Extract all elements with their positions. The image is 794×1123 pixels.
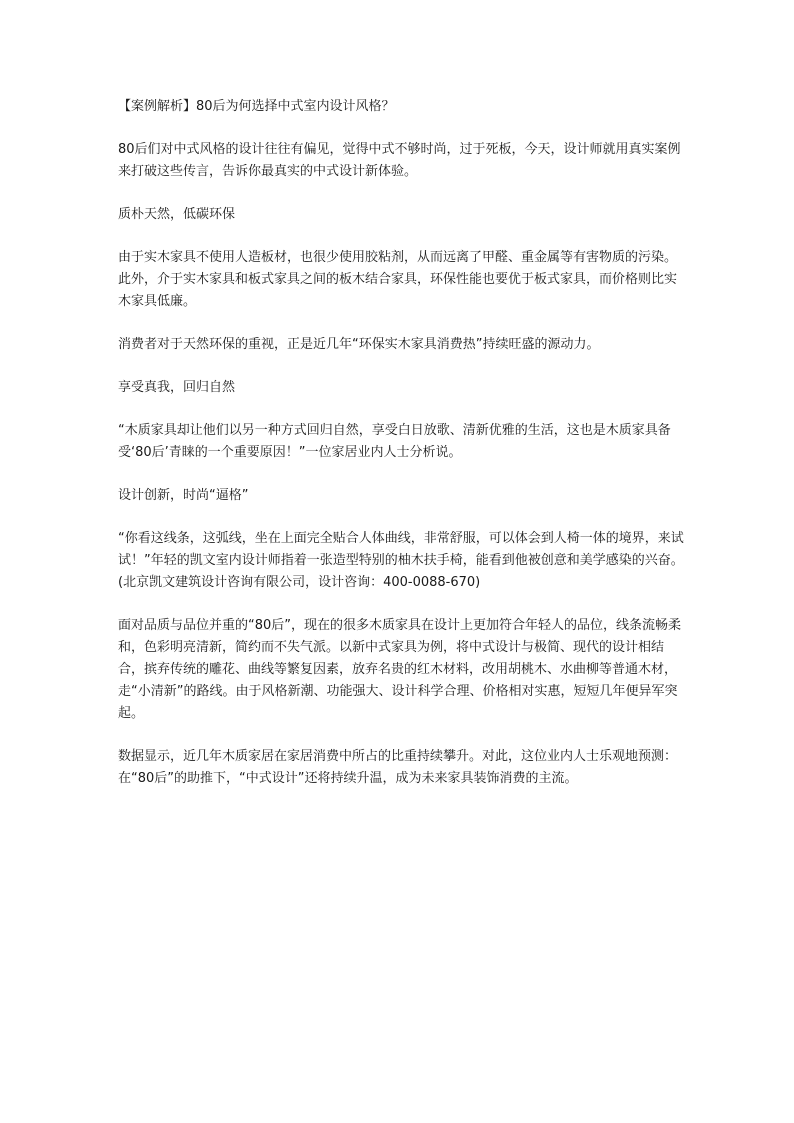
paragraph-eco-demand: 消费者对于天然环保的重视，正是近几年“环保实木家具消费热”持续旺盛的源动力。 xyxy=(118,337,600,352)
closing-paragraph: 数据显示，近几年木质家居在家居消费中所占的比重持续攀升。对此，这位业内人士乐观地预测：在“80后”的助推下，“中式设计”还将持续升温，成为未来家具装饰消费的主流。 xyxy=(118,749,678,786)
intro-paragraph: 80后们对中式风格的设计往往有偏见，觉得中式不够时尚，过于死板，今天，设计师就用真实案例来打破这些传言，告诉你最真实的中式设计新体验。 xyxy=(118,142,681,179)
article-title: 【案例解析】80后为何选择中式室内设计风格？ xyxy=(118,99,395,114)
document-body xyxy=(118,96,684,790)
section-heading-return-nature: 享受真我，回归自然 xyxy=(118,380,236,395)
section-heading-natural: 质朴天然，低碳环保 xyxy=(118,207,236,222)
paragraph-industry-quote: “木质家具却让他们以另一种方式回归自然，享受白日放歌、清新优雅的生活，这也是木质家具备受‘80后’青睐的一个重要原因！”一位家居业内人士分析说。 xyxy=(118,423,671,460)
paragraph-new-chinese-style: 面对品质与品位并重的“80后”，现在的很多木质家具在设计上更加符合年轻人的品位，线条流畅柔和，色彩明亮清新，简约而不失气派。以新中式家具为例，将中式设计与极简、现代的设计相结合，摈弃传统的雕花、曲线等繁复因素，放弃名贵的红木材料，改用胡桃木、水曲柳等普通木材，走“小清新”的路线。由于风格新潮、功能强大、设计科学合理、价格相对实惠，短短几年便异军突起。 xyxy=(118,618,682,721)
paragraph-designer-quote: “你看这线条，这弧线，坐在上面完全贴合人体曲线，非常舒服，可以体会到人椅一体的境界，来试试！”年轻的凯文室内设计师指着一张造型特别的柚木扶手椅，能看到他被创意和美学感染的兴奋。(北京凯文建筑设计咨询有限公司，设计咨询：400-0088-670) xyxy=(118,531,684,590)
paragraph-solid-wood: 由于实木家具不使用人造板材，也很少使用胶粘剂，从而远离了甲醛、重金属等有害物质的污染。此外，介于实木家具和板式家具之间的板木结合家具，环保性能也要优于板式家具，而价格则比实木家具低廉。 xyxy=(118,250,678,309)
section-heading-design-innovation: 设计创新，时尚“逼格” xyxy=(118,488,249,503)
